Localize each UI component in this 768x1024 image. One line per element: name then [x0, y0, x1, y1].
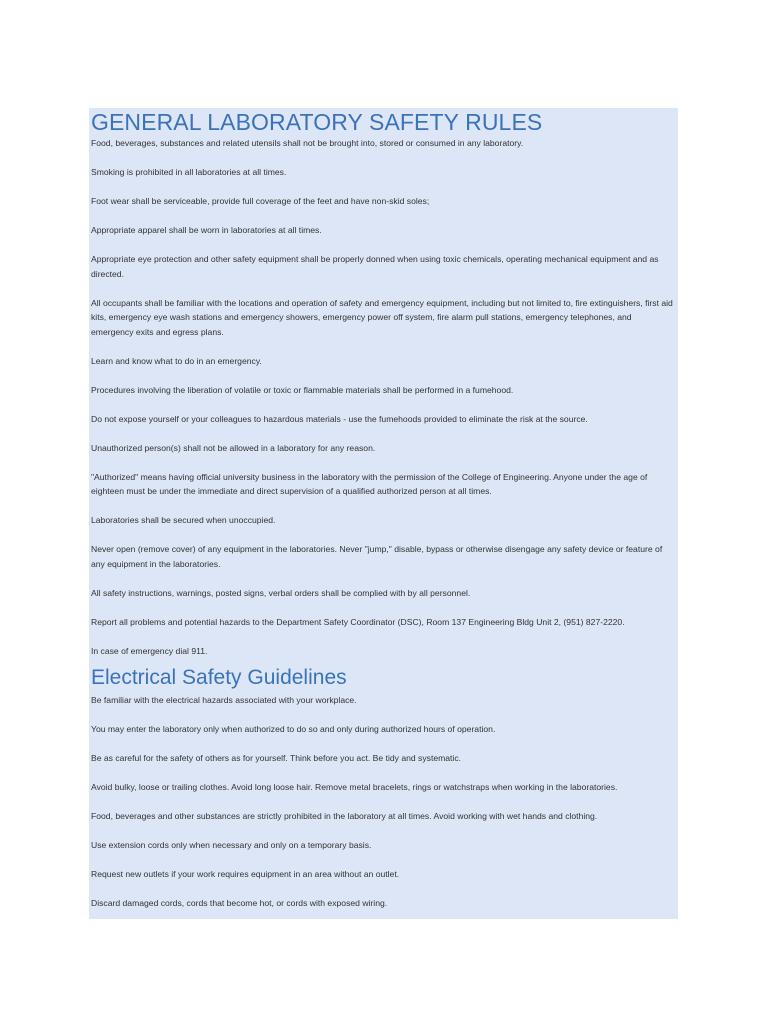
paragraph: Smoking is prohibited in all laboratories at all times. [91, 167, 287, 177]
paragraph: Use extension cords only when necessary and only on a temporary basis. [91, 840, 372, 850]
paragraph: Report all problems and potential hazards to the Department Safety Coordinator (DSC), Room 137 Engineering Bldg Unit 2, (951) 827-2220. [91, 616, 625, 627]
section-general-lab-safety [91, 136, 676, 658]
paragraph: "Authorized" means having official university business in the laboratory with the permission of the College of Engineering. Anyone under the age of eighteen must be under the immediate and direct supervision of a qualified authorized person at all times. [91, 471, 648, 496]
paragraph: All safety instructions, warnings, posted signs, verbal orders shall be complied with by all personnel. [91, 587, 471, 598]
paragraph: Be familiar with the electrical hazards associated with your workplace. [91, 695, 357, 705]
paragraph: Avoid bulky, loose or trailing clothes. Avoid long loose hair. Remove metal bracelets, rings or watchstraps when working in the laboratories. [91, 782, 618, 792]
paragraph: Be as careful for the safety of others as for yourself. Think before you act. Be tidy and systematic. [91, 753, 462, 763]
paragraph: Appropriate eye protection and other safety equipment shall be properly donned when using toxic chemicals, operating mechanical equipment and as directed. [91, 254, 659, 279]
document-content [89, 108, 678, 919]
paragraph: Request new outlets if your work requires equipment in an area without an outlet. [91, 869, 400, 879]
document-inner [89, 108, 678, 911]
paragraph: Discard damaged cords, cords that become hot, or cords with exposed wiring. [91, 898, 388, 908]
paragraph: You may enter the laboratory only when authorized to do so and only during authorized hours of operation. [91, 724, 496, 734]
paragraph: Learn and know what to do in an emergency. [91, 355, 262, 366]
paragraph: All occupants shall be familiar with the locations and operation of safety and emergency equipment, including but not limited to, fire extinguishers, first aid kits, emergency eye wash stations and emergency showers, emergency power off system, fire alarm pull stations, emergency telephones, and emergency exits and egress plans. [91, 297, 673, 337]
section-title-electrical-safety: Electrical Safety Guidelines [91, 666, 347, 689]
paragraph: Do not expose yourself or your colleagues to hazardous materials - use the fumehoods provided to eliminate the risk at the source. [91, 413, 588, 424]
paragraph: Food, beverages, substances and related utensils shall not be brought into, stored or consumed in any laboratory. [91, 138, 524, 148]
paragraph: Foot wear shall be serviceable, provide full coverage of the feet and have non-skid soles; [91, 196, 430, 206]
paragraph: Procedures involving the liberation of volatile or toxic or flammable materials shall be performed in a fumehood. [91, 384, 514, 395]
paragraph: Appropriate apparel shall be worn in laboratories at all times. [91, 225, 322, 235]
paragraph: Never open (remove cover) of any equipment in the laboratories. Never "jump," disable, bypass or otherwise disengage any safety device or feature of any equipment in the laboratories. [91, 544, 663, 569]
section-title-general-lab-safety: GENERAL LABORATORY SAFETY RULES [91, 109, 543, 135]
paragraph: Food, beverages and other substances are strictly prohibited in the laboratory at all times. Avoid working with wet hands and clothing. [91, 811, 598, 821]
paragraph: In case of emergency dial 911. [91, 645, 208, 656]
section-electrical-safety [91, 693, 676, 911]
paragraph: Laboratories shall be secured when unoccupied. [91, 515, 276, 525]
paragraph: Unauthorized person(s) shall not be allowed in a laboratory for any reason. [91, 442, 376, 453]
